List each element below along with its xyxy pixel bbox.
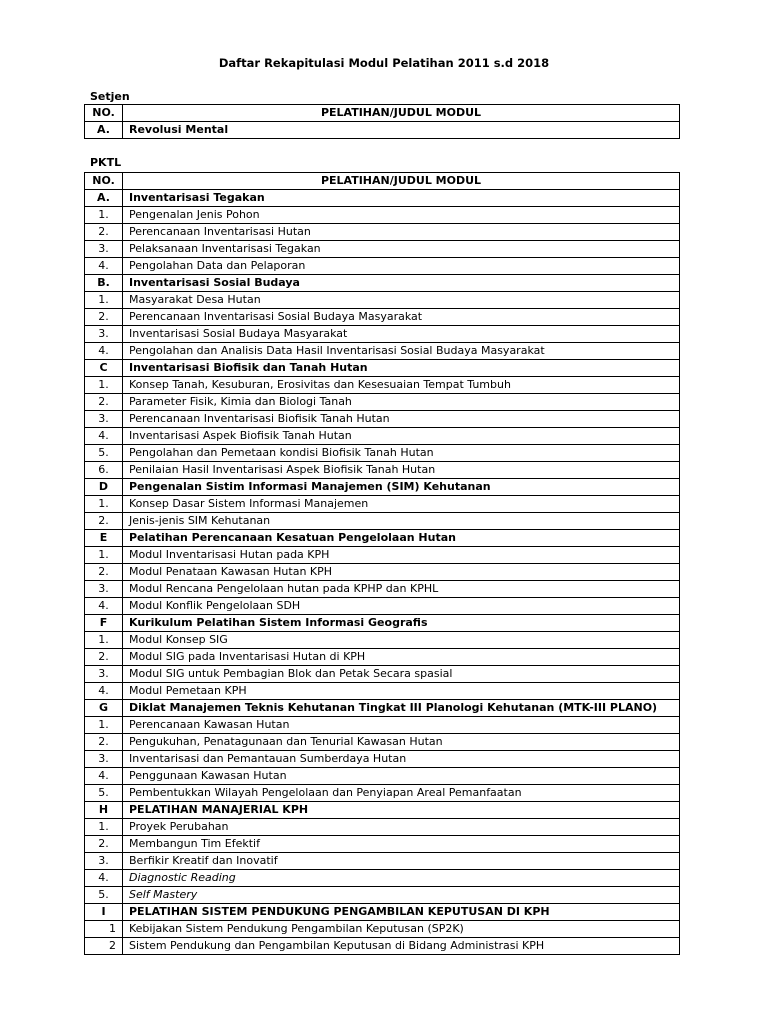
- row-title: Inventarisasi Sosial Budaya Masyarakat: [123, 326, 680, 343]
- row-number: 5.: [85, 887, 123, 904]
- row-title: Berfikir Kreatif dan Inovatif: [123, 853, 680, 870]
- section-label-setjen: Setjen: [90, 90, 130, 103]
- module-row: [85, 836, 680, 853]
- module-row: [85, 377, 680, 394]
- module-row: [85, 853, 680, 870]
- row-number: 5.: [85, 785, 123, 802]
- pktl-table: [84, 172, 680, 955]
- module-row: [85, 819, 680, 836]
- row-title: Perencanaan Inventarisasi Hutan: [123, 224, 680, 241]
- module-row: [85, 785, 680, 802]
- row-title: Modul Inventarisasi Hutan pada KPH: [123, 547, 680, 564]
- row-title: Kurikulum Pelatihan Sistem Informasi Geografis: [123, 615, 680, 632]
- row-title: PELATIHAN SISTEM PENDUKUNG PENGAMBILAN KEPUTUSAN DI KPH: [123, 904, 680, 921]
- module-row: [85, 462, 680, 479]
- module-row: [85, 581, 680, 598]
- row-number: G: [85, 700, 123, 717]
- module-row: [85, 887, 680, 904]
- section-row: [85, 700, 680, 717]
- module-row: [85, 768, 680, 785]
- row-number: 2.: [85, 224, 123, 241]
- module-row: [85, 343, 680, 360]
- module-row: [85, 411, 680, 428]
- row-title: Pengolahan dan Analisis Data Hasil Inventarisasi Sosial Budaya Masyarakat: [123, 343, 680, 360]
- module-row: [85, 649, 680, 666]
- table-header-row: [85, 173, 680, 190]
- row-number: 2.: [85, 309, 123, 326]
- module-row: [85, 717, 680, 734]
- row-number: 4.: [85, 428, 123, 445]
- row-title: Self Mastery: [123, 887, 680, 904]
- row-number: 3.: [85, 666, 123, 683]
- row-title: Proyek Perubahan: [123, 819, 680, 836]
- row-number: 3.: [85, 411, 123, 428]
- row-number: I: [85, 904, 123, 921]
- row-number: B.: [85, 275, 123, 292]
- row-number: 2.: [85, 734, 123, 751]
- row-number: 4.: [85, 258, 123, 275]
- row-number: 2: [85, 938, 123, 955]
- row-title: Inventarisasi Aspek Biofisik Tanah Hutan: [123, 428, 680, 445]
- row-title: Kebijakan Sistem Pendukung Pengambilan Keputusan (SP2K): [123, 921, 680, 938]
- row-number: 4.: [85, 870, 123, 887]
- row-title: Modul Penataan Kawasan Hutan KPH: [123, 564, 680, 581]
- module-row: [85, 513, 680, 530]
- module-row: [85, 428, 680, 445]
- row-title: Pengolahan Data dan Pelaporan: [123, 258, 680, 275]
- row-number: 4.: [85, 598, 123, 615]
- header-title: PELATIHAN/JUDUL MODUL: [123, 105, 680, 122]
- module-row: [85, 207, 680, 224]
- row-number: 1.: [85, 632, 123, 649]
- setjen-table: [84, 104, 680, 139]
- row-title: Pembentukkan Wilayah Pengelolaan dan Penyiapan Areal Pemanfaatan: [123, 785, 680, 802]
- row-title: Modul Pemetaan KPH: [123, 683, 680, 700]
- row-title: Pengenalan Sistim Informasi Manajemen (SIM) Kehutanan: [123, 479, 680, 496]
- row-number: 1: [85, 921, 123, 938]
- section-row: [85, 904, 680, 921]
- module-row: [85, 496, 680, 513]
- row-title: Pengukuhan, Penatagunaan dan Tenurial Kawasan Hutan: [123, 734, 680, 751]
- row-number: 2.: [85, 513, 123, 530]
- module-row: [85, 734, 680, 751]
- module-row: [85, 309, 680, 326]
- row-title: Penilaian Hasil Inventarisasi Aspek Biofisik Tanah Hutan: [123, 462, 680, 479]
- section-row: [85, 275, 680, 292]
- row-number: 1.: [85, 207, 123, 224]
- row-title: Diklat Manajemen Teknis Kehutanan Tingkat III Planologi Kehutanan (MTK-III PLANO): [123, 700, 680, 717]
- row-number: 1.: [85, 717, 123, 734]
- module-row: [85, 921, 680, 938]
- row-number: 6.: [85, 462, 123, 479]
- row-title: Inventarisasi Sosial Budaya: [123, 275, 680, 292]
- row-title: Perencanaan Kawasan Hutan: [123, 717, 680, 734]
- section-row: [85, 530, 680, 547]
- row-number: 3.: [85, 326, 123, 343]
- module-row: [85, 938, 680, 955]
- section-row: [85, 479, 680, 496]
- row-title: Modul SIG untuk Pembagian Blok dan Petak Secara spasial: [123, 666, 680, 683]
- row-number: 2.: [85, 394, 123, 411]
- row-title: Membangun Tim Efektif: [123, 836, 680, 853]
- row-number: 4.: [85, 683, 123, 700]
- row-title: Pelatihan Perencanaan Kesatuan Pengelolaan Hutan: [123, 530, 680, 547]
- row-title: Modul SIG pada Inventarisasi Hutan di KPH: [123, 649, 680, 666]
- row-title: Diagnostic Reading: [123, 870, 680, 887]
- section-row: [85, 122, 680, 139]
- row-number: 3.: [85, 853, 123, 870]
- module-row: [85, 326, 680, 343]
- module-row: [85, 666, 680, 683]
- module-row: [85, 241, 680, 258]
- row-title: PELATIHAN MANAJERIAL KPH: [123, 802, 680, 819]
- row-number: 3.: [85, 241, 123, 258]
- row-number: 1.: [85, 547, 123, 564]
- row-number: 3.: [85, 751, 123, 768]
- header-no: NO.: [85, 105, 123, 122]
- module-row: [85, 870, 680, 887]
- module-row: [85, 751, 680, 768]
- module-row: [85, 547, 680, 564]
- header-no: NO.: [85, 173, 123, 190]
- row-number: A.: [85, 122, 123, 139]
- row-title: Jenis-jenis SIM Kehutanan: [123, 513, 680, 530]
- row-number: 2.: [85, 649, 123, 666]
- row-title: Inventarisasi dan Pemantauan Sumberdaya Hutan: [123, 751, 680, 768]
- row-number: A.: [85, 190, 123, 207]
- row-title: Pelaksanaan Inventarisasi Tegakan: [123, 241, 680, 258]
- row-number: 1.: [85, 292, 123, 309]
- row-title: Modul Rencana Pengelolaan hutan pada KPHP dan KPHL: [123, 581, 680, 598]
- row-number: C: [85, 360, 123, 377]
- row-title: Inventarisasi Tegakan: [123, 190, 680, 207]
- row-title: Inventarisasi Biofisik dan Tanah Hutan: [123, 360, 680, 377]
- section-row: [85, 802, 680, 819]
- row-number: 1.: [85, 819, 123, 836]
- row-number: H: [85, 802, 123, 819]
- row-number: 1.: [85, 377, 123, 394]
- row-title: Pengenalan Jenis Pohon: [123, 207, 680, 224]
- row-title: Parameter Fisik, Kimia dan Biologi Tanah: [123, 394, 680, 411]
- row-number: E: [85, 530, 123, 547]
- row-title: Modul Konflik Pengelolaan SDH: [123, 598, 680, 615]
- module-row: [85, 394, 680, 411]
- row-number: D: [85, 479, 123, 496]
- module-row: [85, 598, 680, 615]
- module-row: [85, 445, 680, 462]
- row-title: Penggunaan Kawasan Hutan: [123, 768, 680, 785]
- module-row: [85, 632, 680, 649]
- row-number: 4.: [85, 768, 123, 785]
- row-number: 4.: [85, 343, 123, 360]
- row-title: Konsep Tanah, Kesuburan, Erosivitas dan Kesesuaian Tempat Tumbuh: [123, 377, 680, 394]
- section-row: [85, 190, 680, 207]
- section-row: [85, 360, 680, 377]
- row-title: Revolusi Mental: [123, 122, 680, 139]
- row-number: F: [85, 615, 123, 632]
- module-row: [85, 224, 680, 241]
- header-title: PELATIHAN/JUDUL MODUL: [123, 173, 680, 190]
- row-title: Masyarakat Desa Hutan: [123, 292, 680, 309]
- row-title: Sistem Pendukung dan Pengambilan Keputusan di Bidang Administrasi KPH: [123, 938, 680, 955]
- row-number: 5.: [85, 445, 123, 462]
- row-title: Konsep Dasar Sistem Informasi Manajemen: [123, 496, 680, 513]
- section-row: [85, 615, 680, 632]
- row-number: 1.: [85, 496, 123, 513]
- document-title: Daftar Rekapitulasi Modul Pelatihan 2011 s.d 2018: [218, 56, 550, 70]
- module-row: [85, 683, 680, 700]
- module-row: [85, 564, 680, 581]
- row-title: Perencanaan Inventarisasi Biofisik Tanah Hutan: [123, 411, 680, 428]
- row-title: Perencanaan Inventarisasi Sosial Budaya Masyarakat: [123, 309, 680, 326]
- row-number: 2.: [85, 564, 123, 581]
- module-row: [85, 292, 680, 309]
- row-title: Modul Konsep SIG: [123, 632, 680, 649]
- table-header-row: [85, 105, 680, 122]
- module-row: [85, 258, 680, 275]
- row-number: 2.: [85, 836, 123, 853]
- section-label-pktl: PKTL: [90, 156, 122, 169]
- row-title: Pengolahan dan Pemetaan kondisi Biofisik Tanah Hutan: [123, 445, 680, 462]
- row-number: 3.: [85, 581, 123, 598]
